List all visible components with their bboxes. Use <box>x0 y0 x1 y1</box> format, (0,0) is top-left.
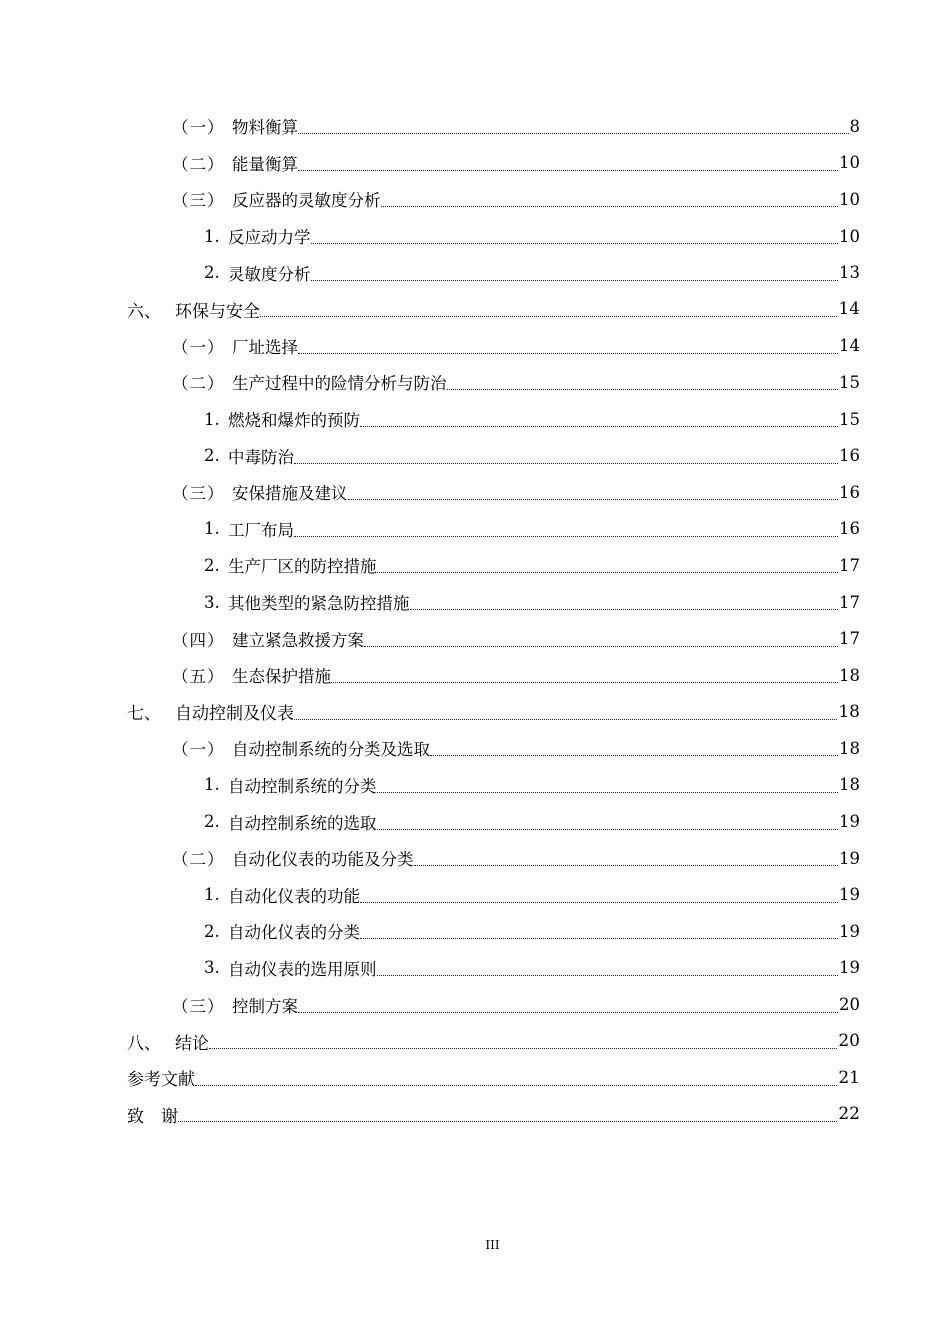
toc-entry-title: 自动化仪表的功能 <box>228 886 360 906</box>
dot-leader <box>298 169 838 171</box>
dot-leader <box>294 718 837 720</box>
dot-leader <box>364 645 838 647</box>
toc-entry-page: 16 <box>839 482 860 502</box>
toc-entry[interactable] <box>0 986 860 1023</box>
toc-entry-number: 七、 <box>127 704 161 725</box>
toc-entry[interactable] <box>0 620 860 657</box>
toc-entry[interactable] <box>0 145 860 182</box>
toc-entry-title: 自动仪表的选用原则 <box>228 959 377 979</box>
toc-entry[interactable] <box>0 181 860 218</box>
toc-entry-title: 物料衡算 <box>232 118 298 138</box>
toc-entry-title: 生产过程中的险情分析与防治 <box>232 374 447 394</box>
toc-entry[interactable] <box>0 876 860 913</box>
toc-entry-number: 1. <box>204 519 220 539</box>
dot-leader <box>195 1084 837 1086</box>
toc-entry-page: 18 <box>839 775 860 795</box>
toc-entry-number: （二） <box>172 154 225 174</box>
dot-leader <box>260 315 837 317</box>
toc-entry-page: 13 <box>839 263 860 283</box>
toc-entry-page: 16 <box>839 446 860 466</box>
toc-entry[interactable] <box>0 657 860 694</box>
dot-leader <box>381 205 839 207</box>
toc-entry[interactable] <box>0 767 860 804</box>
toc-entry[interactable] <box>0 803 860 840</box>
toc-entry-page: 18 <box>839 665 860 685</box>
toc-entry-page: 18 <box>838 701 860 722</box>
dot-leader <box>430 754 838 756</box>
toc-entry-title: 自动控制系统的分类 <box>228 776 377 796</box>
dot-leader <box>294 535 838 537</box>
toc-entry[interactable] <box>0 913 860 950</box>
toc-entry-page: 14 <box>838 299 860 320</box>
dot-leader <box>377 571 839 573</box>
dot-leader <box>360 901 838 903</box>
dot-leader <box>410 608 839 610</box>
dot-leader <box>331 681 838 683</box>
toc-entry-number: （一） <box>172 740 225 760</box>
toc-entry-number: （一） <box>172 118 225 138</box>
toc-entry-title: 工厂布局 <box>228 520 294 540</box>
toc-entry-number: 3. <box>204 958 220 978</box>
toc-entry-title: 生产厂区的防控措施 <box>228 557 377 577</box>
dot-leader <box>447 388 839 390</box>
toc-entry[interactable] <box>0 1059 860 1096</box>
dot-leader <box>294 462 838 464</box>
dot-leader <box>348 498 839 500</box>
toc-entry-number: 1. <box>204 226 220 246</box>
toc-entry-page: 16 <box>839 519 860 539</box>
toc-entry-page: 17 <box>839 629 860 649</box>
toc-entry-title: 自动控制及仪表 <box>175 704 294 725</box>
toc-entry-page: 10 <box>839 189 860 209</box>
toc-entry-title: 灵敏度分析 <box>228 264 311 284</box>
toc-entry[interactable] <box>0 218 860 255</box>
toc-entry-title: 自动控制系统的选取 <box>228 813 377 833</box>
toc-entry-number: 1. <box>204 775 220 795</box>
toc-entry[interactable] <box>0 584 860 621</box>
toc-entry-page: 15 <box>839 409 860 429</box>
toc-entry-title: 自动化仪表的分类 <box>228 923 360 943</box>
toc-entry-title: 安保措施及建议 <box>232 484 348 504</box>
toc-entry-number: （二） <box>172 374 225 394</box>
toc-entry[interactable] <box>0 291 860 328</box>
toc-entry[interactable] <box>0 401 860 438</box>
toc-entry-number: （三） <box>172 996 225 1016</box>
toc-entry-page: 19 <box>839 848 860 868</box>
toc-entry[interactable] <box>0 840 860 877</box>
toc-entry-number: （三） <box>172 191 225 211</box>
toc-entry[interactable] <box>0 1023 860 1060</box>
toc-entry-page: 14 <box>839 336 860 356</box>
toc-entry-title: 其他类型的紧急防控措施 <box>228 594 410 614</box>
dot-leader <box>377 791 839 793</box>
toc-entry-page: 10 <box>839 153 860 173</box>
toc-entry-number: （四） <box>172 630 225 650</box>
toc-entry-number: 2. <box>204 921 220 941</box>
dot-leader <box>298 1011 838 1013</box>
dot-leader <box>377 828 839 830</box>
dot-leader <box>360 937 838 939</box>
toc-entry-title: 中毒防治 <box>228 447 294 467</box>
toc-entry-number: 2. <box>204 812 220 832</box>
toc-entry-number: （五） <box>172 667 225 687</box>
toc-entry-title: 建立紧急救援方案 <box>232 630 364 650</box>
toc-entry[interactable] <box>0 254 860 291</box>
toc-entry[interactable] <box>0 511 860 548</box>
toc-entry-title: 能量衡算 <box>232 154 298 174</box>
toc-entry-page: 15 <box>839 372 860 392</box>
table-of-contents <box>0 108 950 1133</box>
toc-entry-title: 环保与安全 <box>175 301 260 322</box>
toc-entry-title: 反应动力学 <box>228 228 311 248</box>
toc-entry-page: 21 <box>838 1067 860 1088</box>
toc-entry-title: 厂址选择 <box>232 337 298 357</box>
dot-leader <box>209 1047 837 1049</box>
toc-entry-number: （三） <box>172 484 225 504</box>
toc-entry-page: 19 <box>839 921 860 941</box>
toc-entry-number: 六、 <box>127 301 161 322</box>
toc-entry-page: 19 <box>839 885 860 905</box>
toc-entry[interactable] <box>0 437 860 474</box>
toc-entry[interactable] <box>0 474 860 511</box>
toc-entry-page: 22 <box>838 1104 860 1125</box>
toc-entry-title: 自动化仪表的功能及分类 <box>232 850 414 870</box>
toc-entry-title: 致 谢 <box>127 1106 178 1127</box>
toc-entry-number: （一） <box>172 337 225 357</box>
toc-entry-number: 1. <box>204 409 220 429</box>
toc-entry[interactable] <box>0 364 860 401</box>
dot-leader <box>377 974 839 976</box>
toc-entry-title: 生态保护措施 <box>232 667 331 687</box>
dot-leader <box>311 279 839 281</box>
toc-entry-number: 1. <box>204 885 220 905</box>
toc-entry-title: 燃烧和爆炸的预防 <box>228 411 360 431</box>
toc-entry[interactable] <box>0 950 860 987</box>
toc-entry-page: 10 <box>839 226 860 246</box>
dot-leader <box>298 132 849 134</box>
toc-entry-page: 19 <box>839 958 860 978</box>
toc-entry-number: （二） <box>172 850 225 870</box>
toc-entry[interactable] <box>0 108 860 145</box>
toc-entry-page: 20 <box>838 1031 860 1052</box>
toc-entry-title: 结论 <box>175 1033 209 1054</box>
toc-entry-number: 八、 <box>127 1033 161 1054</box>
toc-entry-number: 3. <box>204 592 220 612</box>
page-number-footer: III <box>485 1238 500 1252</box>
toc-entry[interactable] <box>0 730 860 767</box>
toc-entry-title: 参考文献 <box>127 1070 195 1091</box>
dot-leader <box>414 864 839 866</box>
toc-entry-page: 19 <box>839 812 860 832</box>
toc-entry-title: 自动控制系统的分类及选取 <box>232 740 430 760</box>
toc-entry-page: 8 <box>849 116 860 136</box>
toc-entry[interactable] <box>0 547 860 584</box>
toc-entry-title: 反应器的灵敏度分析 <box>232 191 381 211</box>
toc-entry[interactable] <box>0 328 860 365</box>
toc-entry-page: 17 <box>839 592 860 612</box>
toc-entry-page: 17 <box>839 555 860 575</box>
toc-entry-page: 18 <box>839 738 860 758</box>
toc-entry[interactable] <box>0 694 860 731</box>
dot-leader <box>178 1120 837 1122</box>
toc-entry-number: 2. <box>204 555 220 575</box>
toc-entry-number: 2. <box>204 263 220 283</box>
toc-entry-title: 控制方案 <box>232 996 298 1016</box>
dot-leader <box>360 425 838 427</box>
dot-leader <box>311 242 839 244</box>
toc-entry[interactable] <box>0 1096 860 1133</box>
toc-entry-page: 20 <box>839 995 860 1015</box>
dot-leader <box>298 352 838 354</box>
toc-entry-number: 2. <box>204 446 220 466</box>
